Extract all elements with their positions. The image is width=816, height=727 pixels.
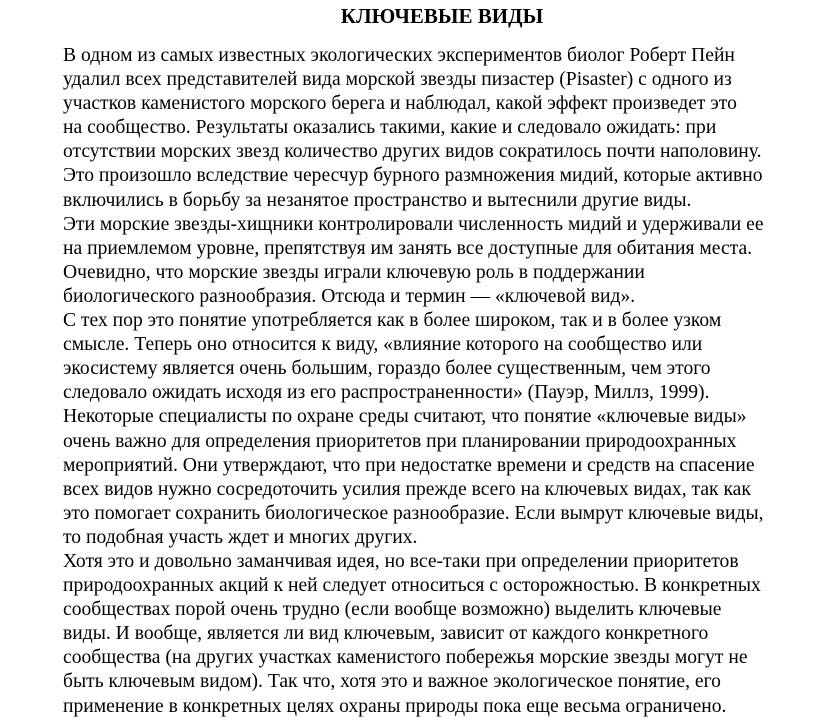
text-line: на сообщество. Результаты оказались такими, какие и следовало ожидать: при bbox=[63, 117, 717, 139]
text-line: виды. И вообще, является ли вид ключевым, зависит от каждого конкретного bbox=[63, 623, 709, 645]
text-line: Очевидно, что морские звезды играли ключевую роль в поддержании bbox=[63, 261, 645, 283]
text-line: сообществах порой очень трудно (если вообще возможно) выделить ключевые bbox=[63, 599, 722, 621]
text-line: на приемлемом уровне, препятствуя им занять все доступные для обитания места. bbox=[63, 237, 753, 259]
text-line: В одном из самых известных экологических экспериментов биолог Роберт Пейн bbox=[63, 45, 735, 66]
text-line: быть ключевым видом). Так что, хотя это и важное экологическое понятие, его bbox=[63, 671, 721, 693]
text-line: смысле. Теперь оно относится к виду, «влияние которого на сообщество или bbox=[63, 334, 703, 356]
text-line: отсутствии морских звезд количество других видов сократилось почти наполовину. bbox=[63, 141, 762, 163]
text-line: природоохранных акций к ней следует относиться с осторожностью. В конкретных bbox=[63, 575, 761, 597]
text-line: применение в конкретных целях охраны природы пока еще весьма ограничено. bbox=[63, 695, 727, 717]
text-line: экосистему является очень большим, гораздо более существенным, чем этого bbox=[63, 358, 711, 380]
text-line: сообщества (на других участках каменистого побережья морские звезды могут не bbox=[63, 647, 748, 669]
text-line: включились в борьбу за незанятое пространство и вытеснили другие виды. bbox=[63, 189, 692, 211]
text-line: мероприятий. Они утверждают, что при недостатке времени и средств на спасение bbox=[63, 454, 755, 476]
text-line: то подобная участь ждет и многих других. bbox=[63, 526, 418, 548]
document-body bbox=[63, 44, 816, 719]
page-title: КЛЮЧЕВЫЕ ВИДЫ bbox=[340, 4, 544, 28]
text-line: биологического разнообразия. Отсюда и термин — «ключевой вид». bbox=[63, 285, 636, 307]
text-line: всех видов нужно сосредоточить усилия прежде всего на ключевых видах, так как bbox=[63, 478, 751, 500]
text-line: участков каменистого морского берега и наблюдал, какой эффект произведет это bbox=[63, 93, 737, 115]
text-line: Хотя это и довольно заманчивая идея, но все-таки при определении приоритетов bbox=[63, 550, 739, 572]
text-line: удалил всех представителей вида морской звезды пизастер (Pisaster) с одного из bbox=[63, 69, 732, 91]
text-line: следовало ожидать исходя из его распространенности» (Пауэр, Миллз, 1999). bbox=[63, 382, 710, 404]
text-line: Некоторые специалисты по охране среды считают, что понятие «ключевые виды» bbox=[63, 406, 747, 428]
text-line: очень важно для определения приоритетов при планировании природоохранных bbox=[63, 430, 737, 452]
text-line: Эти морские звезды-хищники контролировали численность мидий и удерживали ее bbox=[63, 213, 764, 235]
text-line: С тех пор это понятие употребляется как в более широком, так и в более узком bbox=[63, 310, 722, 332]
text-line: Это произошло вследствие чересчур бурного размножения мидий, которые активно bbox=[63, 165, 763, 187]
text-line: это помогает сохранить биологическое разнообразие. Если вымрут ключевые виды, bbox=[63, 502, 764, 524]
